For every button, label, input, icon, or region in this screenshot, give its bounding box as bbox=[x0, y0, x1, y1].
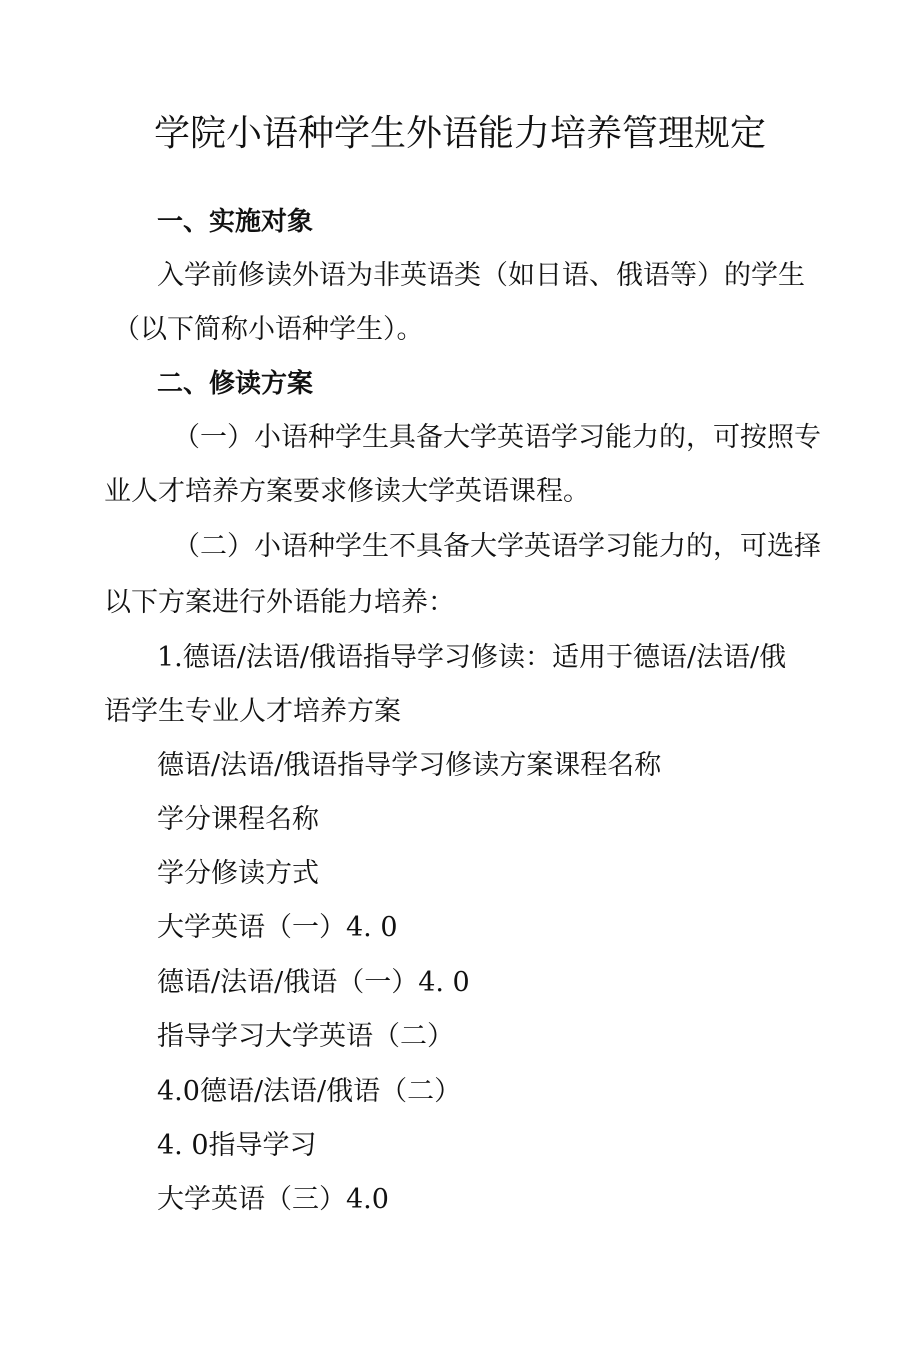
section-heading-target: 一、实施对象 bbox=[157, 207, 314, 237]
course-table-line: 大学英语（一）4. 0 bbox=[157, 912, 398, 943]
document-title: 学院小语种学生外语能力培养管理规定 bbox=[153, 113, 766, 154]
course-table-line: 指导学习大学英语（二） bbox=[157, 1021, 454, 1052]
paragraph-line: （以下简称小语种学生）。 bbox=[113, 314, 424, 345]
paragraph-line: 1.德语/法语/俄语指导学习修读：适用于德语/法语/俄 bbox=[157, 642, 787, 673]
course-table-line: 大学英语（三）4.0 bbox=[157, 1184, 389, 1215]
course-table-line: 学分课程名称 bbox=[157, 804, 319, 835]
course-table-line: 4. 0指导学习 bbox=[157, 1130, 317, 1161]
section-heading-plan: 二、修读方案 bbox=[157, 369, 314, 399]
paragraph-line: （一）小语种学生具备大学英语学习能力的，可按照专 bbox=[173, 422, 821, 453]
paragraph-line: 以下方案进行外语能力培养： bbox=[104, 587, 455, 618]
paragraph-line: 入学前修读外语为非英语类（如日语、俄语等）的学生 bbox=[157, 260, 805, 291]
paragraph-line: 业人才培养方案要求修读大学英语课程。 bbox=[104, 476, 590, 507]
course-table-line: 4.0德语/法语/俄语（二） bbox=[157, 1076, 462, 1107]
course-table-line: 德语/法语/俄语指导学习修读方案课程名称 bbox=[157, 750, 662, 781]
course-table-line: 德语/法语/俄语（一）4. 0 bbox=[157, 967, 470, 998]
paragraph-line: （二）小语种学生不具备大学英语学习能力的，可选择 bbox=[173, 531, 821, 562]
paragraph-line: 语学生专业人才培养方案 bbox=[104, 696, 401, 727]
course-table-line: 学分修读方式 bbox=[157, 858, 319, 889]
